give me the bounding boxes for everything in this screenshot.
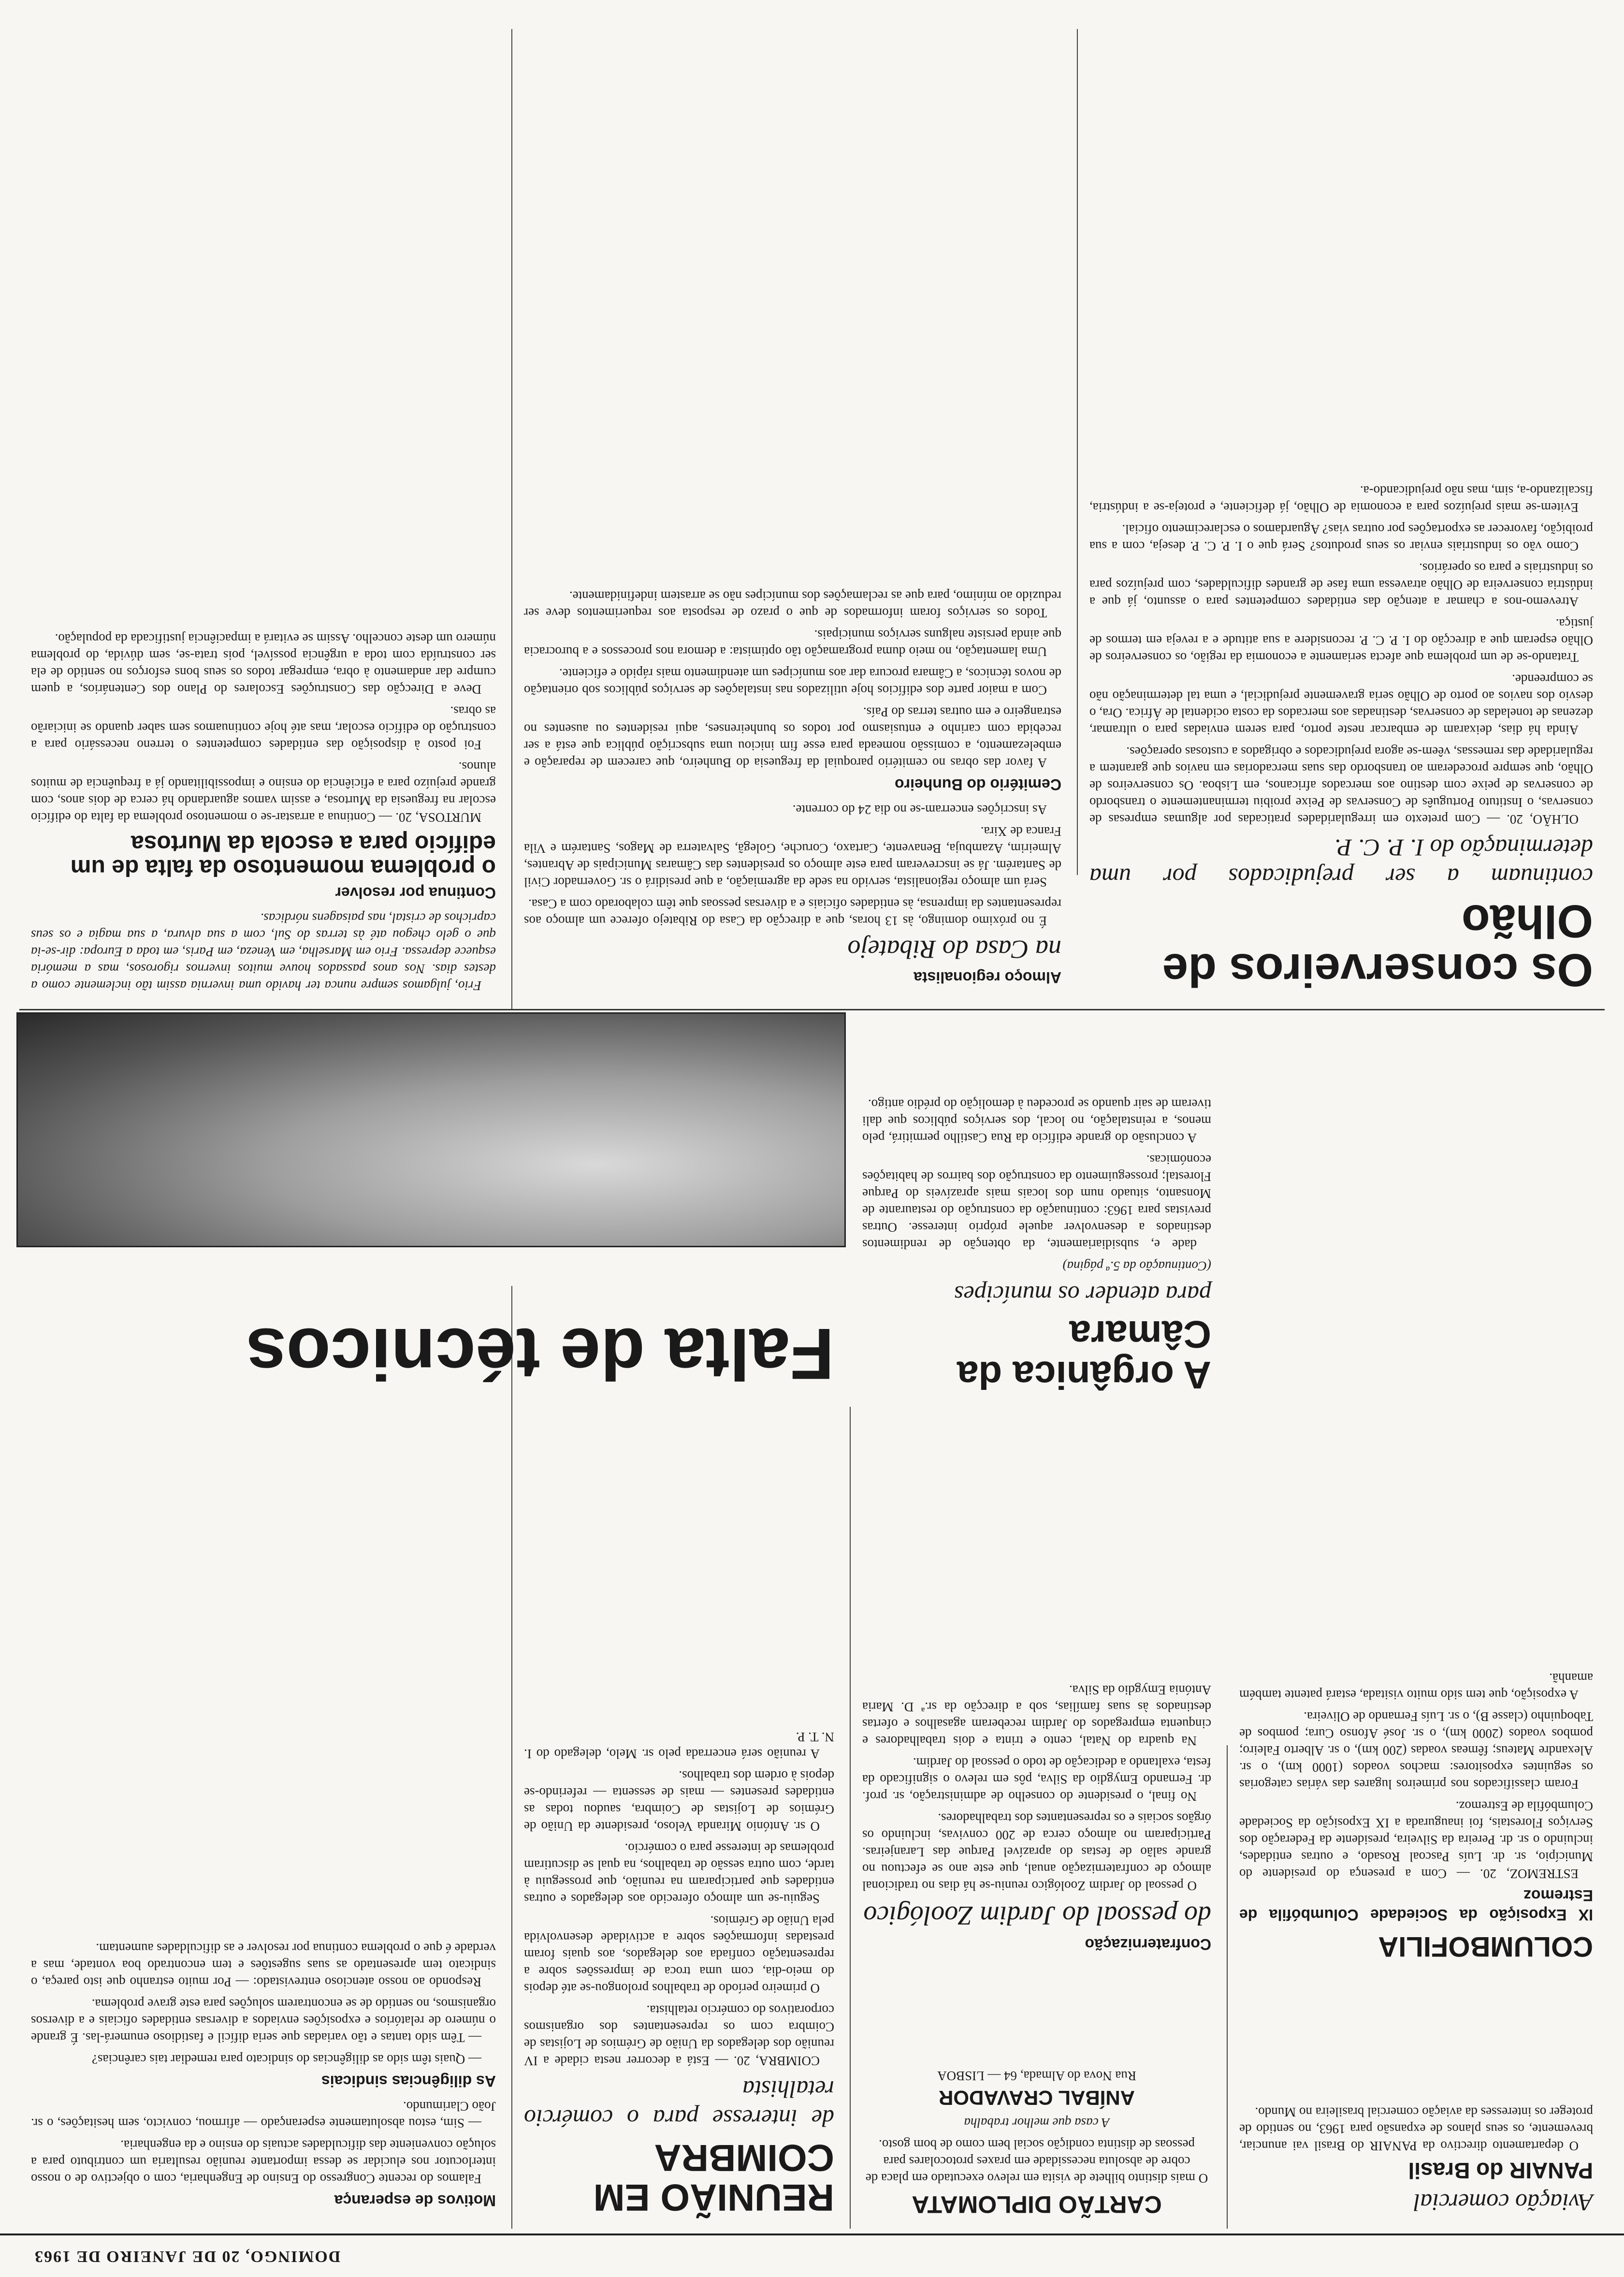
cartao-address: Rua Nova do Almada, 64 — LISBOA [937, 2069, 1136, 2084]
almoco-kicker: Almoço regionalista [914, 969, 1061, 986]
almoco-text: As inscrições encerram-se no dia 24 do corrente. [792, 803, 1047, 817]
article-camara [851, 1015, 1223, 1402]
aviacao-text: O departamento directivo da PANAIR do Brasil vai anunciar, brevemente, os seus planos de expansão para 1963, no sentido de proteger os interesses da aviação comercial brasileira no Mundo. [1239, 2104, 1593, 2153]
cartao-kicker: CARTÃO DIPLOMATA [912, 2191, 1162, 2218]
olhao-text: Tratando-se de um problema que afecta seriamente a economia da região, os conserveiros de Olhão esperam que a direcção do I. P. C. P. reconsidere a sua atitude e a reveja em termos de justiça. [1089, 616, 1593, 665]
columbofilia-text: ESTREMOZ, 20. — Com a presença do presidente do Município, sr. dr. Luís Pascoal Rosado, e outras entidades, incluindo o sr. dr. Pereira da Silveira, presidente da Federação dos Serviços Florestais, foi inaugurada a IX Exposição da Sociedade Columbófila de Estremoz. [1239, 1799, 1593, 1882]
cartao-text: O mais distinto bilhete de visita em relevo executado em placa de cobre de absoluta necessidade em praxes protocolares para pessoas de distinta condição social bem como de bom gosto. [865, 2137, 1208, 2186]
bunheiro-text: A favor das obras no cemitério paroquial da freguesia do Bunheiro, que carecem de reparação e embelezamento, a comissão nomeada para esse fim iniciou uma subscrição pública que está a ser recebida com carinho e entusiasmo por todos os bunheirenses, aqui residentes ou ausentes no estrangeiro e em outras terras do País. [524, 705, 1061, 770]
article-coimbra [512, 1407, 846, 2224]
article-aviacao [1228, 1972, 1605, 2224]
olhao-headline: Os conserveiros de Olhão [1162, 895, 1593, 996]
camara-continuation: (Continuação da 5.ª página) [1062, 1259, 1211, 1273]
article-falta-tecnicos [19, 1281, 508, 2224]
almoco-headline: na Casa do Ribatejo [847, 935, 1061, 964]
zoologico-text: No final, o presidente do conselho de administração, sr. prof. dr. Fernando Emygdio da Silva, pôs em relevo o significado da festa, exaltando a dedicação de todo o pessoal do Jardim. [862, 1755, 1211, 1804]
falta-text: — Sim, estou absolutamente esperançado — afirmou, convicto, sem hesitações, o sr. João Clarimundo. [31, 2099, 496, 2131]
falta-sub-motivos: Motivos de esperança [334, 2192, 496, 2209]
murtosa-headline: o problema momentoso da falta de um edifício para a escola da Murtosa [70, 830, 496, 880]
aviacao-headline: PANAIR do Brasil [1408, 2158, 1593, 2183]
zoologico-text: O pessoal do Jardim Zoológico reuniu-se há dias no tradicional almoço de confraternização anual, que este ano se efectuou no grande salão de festas do aprazível Parque das Laranjeiras. Participaram no almoço cerca de 200 convivas, incluindo os órgãos sociais e os representantes dos trabalhadores. [862, 1811, 1211, 1893]
falta-headline-block [19, 1257, 846, 1402]
coimbra-text: O sr. António Miranda Veloso, presidente da União de Grémios de Lojistas de Coimbra, saudou todas as entidades presentes — mais de sessenta — referindo-se depois à ordem dos trabalhos. [524, 1768, 834, 1834]
issue-date: DOMINGO, 20 DE JANEIRO DE 1963 [34, 2248, 341, 2265]
olhao-deck: continuam a ser prejudicados por uma determinação do I. P. C. P. [1089, 834, 1593, 891]
photo-caption: Frio, julgamos sempre nunca ter havido uma invernia assim tão inclemente como a destes dias. Nos anos passados houve muitos invernos rigorosos, mas a memória esquece depressa. Frio em Marselha, em Veneza, em Paris, em toda a Europa: dir-se-ia que o gelo chegou até às terras do Sul, com a sua alvura, a sua magia e os seus caprichos de cristal, nas paisagens nórdicas. [31, 911, 496, 993]
ad-cartao-diplomata [851, 1972, 1223, 2224]
murtosa-text: MURTOSA, 20. — Continua a arrastar-se o momentoso problema da falta do edifício escolar na freguesia da Murtosa, e assim vamos aguardando há cerca de dois anos, com grande prejuízo para a eficiência do ensino e impossibilitando já a frequência de muitos alunos. [31, 759, 496, 825]
camara-text: Uma lamentação, no meio duma programação tão optimista: a demora nos processos e a burocracia que ainda persiste nalguns serviços municipais. [524, 628, 1061, 659]
camara-text: dade e, subsidiariamente, da obtenção de rendimentos destinados a desenvolver aquele próprio interesse. Outras previstas para 1963: continuação da construção do restaurante de Monsanto, situado num dos locais mais aprazíveis do Parque Florestal; prosseguimento da construção dos bairros de habitações económicas. [862, 1153, 1211, 1252]
columbofilia-text: Foram classificados nos primeiros lugares das várias categorias os seguintes expositores: machos voados (1000 km), o sr. Alexandre Mateus; fêmeas voadas (200 km), o sr. Alberto Faleiro; pombos voados (2000 km), o sr. José Afonso Cura; pombos de Taboquinho (classe B), o sr. Luís Fernando de Oliveira. [1239, 1709, 1593, 1792]
article-columbofilia [1228, 1015, 1605, 1968]
murtosa-kicker: Continua por resolver [335, 884, 496, 902]
olhao-text: Como vão os industriais enviar os seus produtos? Será que o I. P. C. P. deseja, com a sua proibição, favorecer as exportações por outras vias? Aguardamos o esclarecimento oficial. [1089, 522, 1593, 554]
bunheiro-kicker: Cemitério do Bunheiro [895, 776, 1061, 793]
coimbra-text: A reunião será encerrada pelo sr. Melo, delegado do I. N. T. P. [524, 1730, 834, 1762]
camara-text: A conclusão do grande edifício da Rua Castilho permitirá, pelo menos, a reinstalação, no local, dos serviços públicos que dali tiveram de sair quando se procedeu à demolição do prédio antigo. [862, 1097, 1211, 1145]
murtosa-text: Foi posto à disposição das entidades competentes o terreno necessário para a construção do edifício escolar, mas até hoje continuamos sem saber quando se iniciarão as obras. [31, 704, 496, 753]
article-olhao [1078, 24, 1605, 1001]
zoologico-headline: do pessoal do Jardim Zoológico [863, 1900, 1211, 1930]
murtosa-text: Deve a Direcção das Construções Escolares do Plano dos Centenários, a quem cumpre dar andamento à obra, empregar todos os seus bons esforços no sentido de ela ser construída com toda a urgência possível, pois trata-se, sem dúvida, do problema número um deste concelho. Assim se evitará a impaciência justificada da população. [31, 631, 496, 697]
olhao-text: Evitem-se mais prejuízos para a economia de Olhão, já deficiente, e proteja-se a indústria, fiscalizando-a, sim, mas não prejudicando-a. [1089, 483, 1593, 515]
article-murtosa [19, 24, 508, 1001]
almoco-text: Será um almoço regionalista, servido na sede da agremiação, a que presidirá o sr. Governador Civil de Santarém. Já se inscreveram para este almoço os presidentes das Câmaras Municipais de Abrantes, Almeirim, Azambuja, Benavente, Cartaxo, Coruche, Golegã, Salvaterra de Magos, Santarém e Vila Franca de Xira. [524, 824, 1061, 890]
photo-image [18, 1014, 844, 1246]
falta-headline: Falta de técnicos [246, 1314, 834, 1395]
frozen-canal-photo [16, 1012, 846, 1247]
camara-deck: para atender os munícipes [954, 1281, 1211, 1308]
camara-headline: A orgânica da Câmara [957, 1313, 1211, 1397]
article-almoco [512, 24, 1073, 1001]
camara-text: Com a maior parte dos edifícios hoje utilizados nas instalações de serviços públicos sob orientação de novos técnicos, a Câmara procura dar aos munícipes um atendimento mais rápido e eficiente. [524, 666, 1061, 698]
falta-text: — Têm sido tantas e tão variadas que seria difícil e fastidioso enumerá-las. É grande o número de relatórios e exposições enviados a diversas entidades oficiais e a diversos organismos, no sentido de se encontrarem soluções para este grave problema. [31, 1997, 496, 2045]
coimbra-text: COIMBRA, 20. — Está a decorrer nesta cidade a IV reunião dos delegados da União de Grémios de Lojistas de Coimbra com os representantes dos organismos corporativos do comércio retalhista. [524, 2003, 834, 2069]
falta-text: Falamos do recente Congresso do Ensino de Engenharia, com o objectivo de o nosso interlocutor nos elucidar se dessa importante reunião resultaria um contributo para a solução conveniente das dificuldades actuais do ensino e da engenharia. [31, 2138, 496, 2186]
olhao-text: Atrevemo-nos a chamar a atenção das entidades competentes para o assunto, já que a indústria conserveira de Olhão atravessa uma fase de grandes dificuldades, com prejuízos para os industriais e para os operários. [1089, 561, 1593, 610]
article-zoologico [851, 1407, 1223, 1968]
coimbra-text: O primeiro período de trabalhos prolongou-se até depois do meio-dia, com uma troca de impressões sobre a representação confiada aos delegados, aos quais foram prestadas informações sobre a actividade desenvolvida pela União de Grémios. [524, 1913, 834, 1996]
zoologico-kicker: Confraternização [1085, 1936, 1211, 1953]
columbofilia-kicker: COLUMBOFILIA [1378, 1931, 1593, 1962]
camara-text: Todos os serviços foram informados de que o prazo de resposta aos requerimentos deve ser reduzido ao mínimo, para que as reclamações dos munícipes não se arrastem indefinidamente. [524, 589, 1061, 620]
falta-text: Respondo ao nosso atencioso entrevistado: — Por muito estranho que isto pareça, o sindicato tem apresentado as suas sugestões e tem encontrado boa vontade, mas a verdade é que o problema continua por resolver e as dificuldades aumentam. [31, 1941, 496, 1989]
olhao-text: OLHÃO, 20. — Com pretexto em irregularidades praticadas por algumas empresas de conservas, o Instituto Português de Conservas de Peixe proibiu terminantemente o transbordo de conservas de peixe com destino aos mercados africanos, em Lisboa. Os conserveiros de Olhão, que sempre procederam ao transbordo das suas mercadorias em navios que garantem a regularidade das remessas, vêem-se agora prejudicados e obrigados a custosas operações. [1089, 744, 1593, 827]
falta-sub-diligencias: As diligências sindicais [321, 2073, 496, 2090]
section-rule [19, 1009, 1605, 1010]
columbofilia-text: A exposição, que tem sido muito visitada, estará patente também amanhã. [1239, 1671, 1593, 1703]
coimbra-deck: de interesse para o comércio retalhista [524, 2076, 834, 2132]
almoco-text: É no próximo domingo, às 13 horas, que a direcção da Casa do Ribatejo oferece um almoço aos representantes da imprensa, às entidades oficiais e a diversas pessoas que têm colaborado com a Casa. [524, 897, 1061, 928]
cartao-tagline: A casa que melhor trabalha [964, 2116, 1110, 2131]
coimbra-headline: REUNIÃO EM COIMBRA [593, 2137, 834, 2219]
coimbra-text: Seguiu-se um almoço oferecido aos delegados e outras entidades que participaram na reunião, que prosseguiu à tarde, com outra sessão de trabalhos, na qual se discutiram problemas de interesse para o comércio. [524, 1841, 834, 1907]
aviacao-kicker: Aviação comercial [1413, 2189, 1593, 2216]
cartao-name: ANÍBAL CRAVADOR [939, 2087, 1135, 2110]
columbofilia-headline: IX Exposição da Sociedade Columbófila de Estremoz [1239, 1887, 1593, 1924]
falta-text: — Quais têm sido as diligências do sindicato para remediar tais carências? [92, 2052, 481, 2067]
olhao-text: Ainda há dias, deixaram de embarcar neste porto, para serem enviadas para o ultramar, dezenas de toneladas de conservas, destinadas aos mercados da costa ocidental de África. Ora, o desvio dos navios ao porto de Olhão seria gravemente prejudicial, e uma tal determinação não se compreende. [1089, 672, 1593, 738]
page-header [0, 2233, 1624, 2277]
zoologico-text: Na quadra do Natal, cento e trinta e dois trabalhadores e cinquenta empregados do Jardim receberam agasalhos e ofertas destinados às suas famílias, sob a direcção da sr.ª D. Maria Antónia Emygdio da Silva. [862, 1683, 1211, 1748]
